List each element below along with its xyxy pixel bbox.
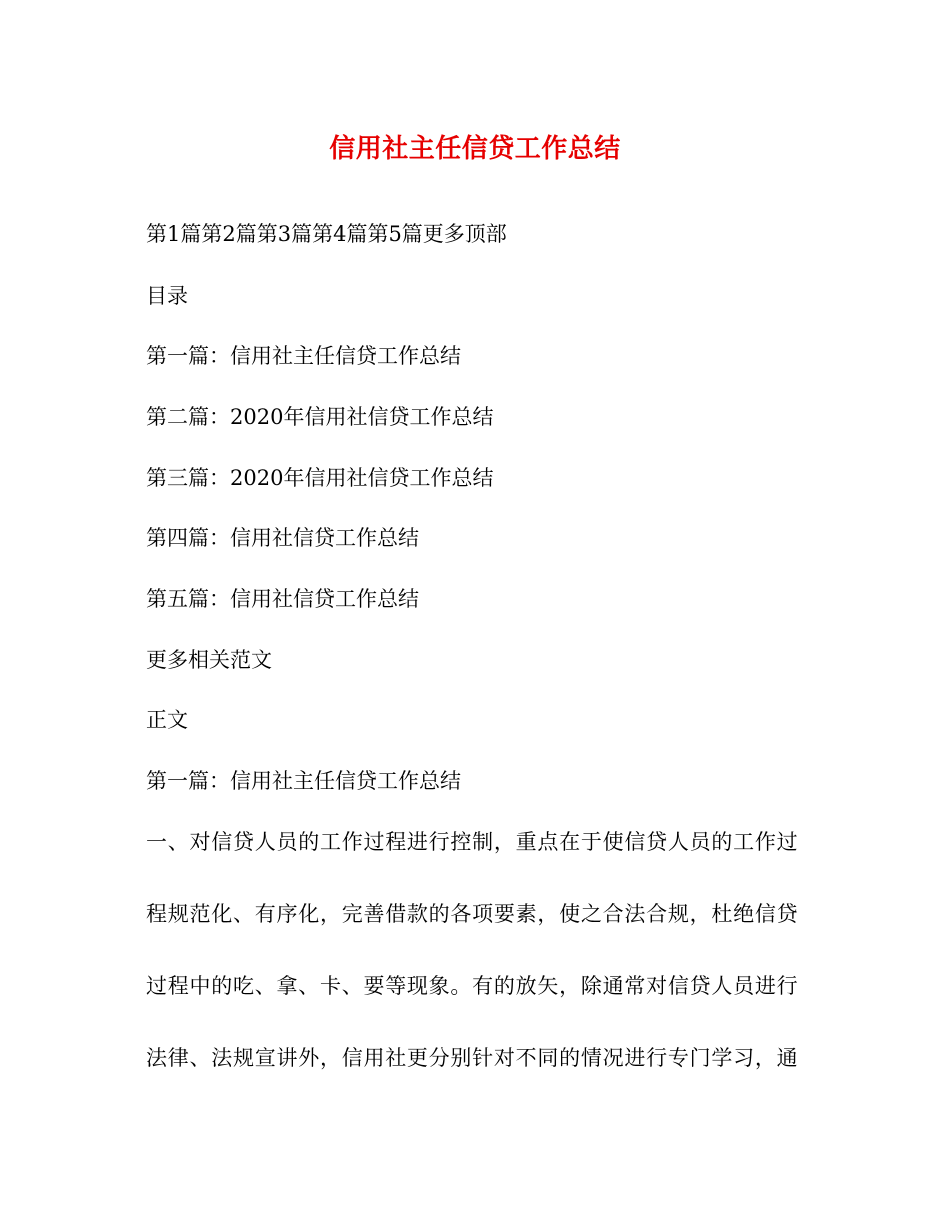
section-title: 第一篇：信用社主任信贷工作总结 xyxy=(146,769,461,793)
more-related-link[interactable]: 更多相关范文 xyxy=(146,648,272,672)
toc-item-2[interactable]: 第二篇：2020年信用社信贷工作总结 xyxy=(146,405,494,429)
document-title: 信用社主任信贷工作总结 xyxy=(329,134,621,164)
toc-item-1[interactable]: 第一篇：信用社主任信贷工作总结 xyxy=(146,344,461,368)
toc-heading: 目录 xyxy=(146,284,188,308)
toc-item-4[interactable]: 第四篇：信用社信贷工作总结 xyxy=(146,526,419,550)
paragraph-line-3: 过程中的吃、拿、卡、要等现象。有的放矢，除通常对信贷人员进行 xyxy=(146,974,798,998)
paragraph-line-4: 法律、法规宣讲外，信用社更分别针对不同的情况进行专门学习，通 xyxy=(146,1046,798,1070)
toc-item-3[interactable]: 第三篇：2020年信用社信贷工作总结 xyxy=(146,466,494,490)
paragraph-line-2: 程规范化、有序化，完善借款的各项要素，使之合法合规，杜绝信贷 xyxy=(146,902,798,926)
toc-item-5[interactable]: 第五篇：信用社信贷工作总结 xyxy=(146,587,419,611)
section-nav-links[interactable]: 第1篇第2篇第3篇第4篇第5篇更多顶部 xyxy=(146,222,507,246)
paragraph-line-1: 一、对信贷人员的工作过程进行控制，重点在于使信贷人员的工作过 xyxy=(146,830,798,854)
body-heading: 正文 xyxy=(146,708,188,732)
